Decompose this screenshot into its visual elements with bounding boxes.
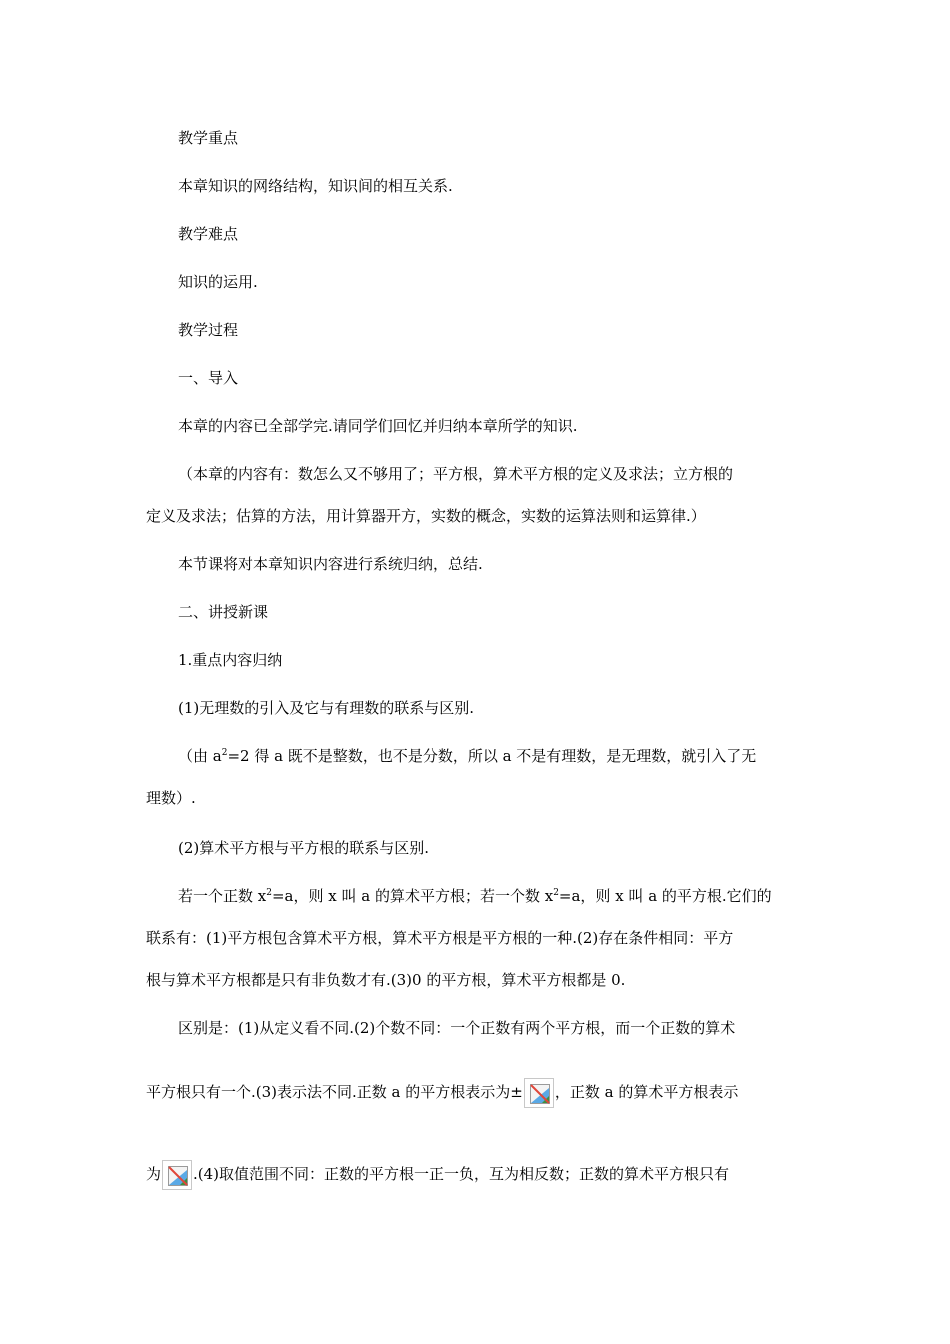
item1-note-line-2: 理数）. bbox=[146, 789, 196, 807]
paragraph-differences-line-2 bbox=[146, 1078, 738, 1108]
heading-teaching-process: 教学过程 bbox=[178, 321, 239, 339]
paragraph-intro-2-line-1: （本章的内容有：数怎么又不够用了；平方根，算术平方根的定义及求法；立方根的 bbox=[178, 465, 734, 483]
text-part: 为 bbox=[146, 1165, 162, 1183]
note-text-part: =2 得 a 既不是整数，也不是分数，所以 a 不是有理数，是无理数，就引入了无 bbox=[227, 747, 757, 765]
text-part: .(4)取值范围不同：正数的平方根一正一负，互为相反数；正数的算术平方根只有 bbox=[193, 1165, 730, 1183]
section-heading-new-lesson: 二、讲授新课 bbox=[178, 603, 269, 621]
subheading-key-summary: 1.重点内容归纳 bbox=[178, 651, 283, 669]
text-part: =a，则 x 叫 a 的算术平方根；若一个数 x bbox=[271, 887, 554, 905]
heading-teaching-key: 教学重点 bbox=[178, 129, 239, 147]
heading-teaching-difficulty: 教学难点 bbox=[178, 225, 239, 243]
text-part: 若一个正数 x bbox=[178, 887, 267, 905]
superscript: 2 bbox=[266, 888, 272, 898]
paragraph-differences-line-1: 区别是：(1)从定义看不同.(2)个数不同：一个正数有两个平方根，而一个正数的算术 bbox=[178, 1019, 736, 1037]
paragraph-differences-line-3 bbox=[146, 1160, 729, 1190]
paragraph-intro-1: 本章的内容已全部学完.请同学们回忆并归纳本章所学的知识. bbox=[178, 417, 578, 435]
item1-note-line-1 bbox=[178, 746, 756, 766]
item-square-roots: (2)算术平方根与平方根的联系与区别. bbox=[178, 839, 430, 857]
item-irrational-numbers: (1)无理数的引入及它与有理数的联系与区别. bbox=[178, 699, 475, 717]
paragraph-definition-line-2: 联系有：(1)平方根包含算术平方根，算术平方根是平方根的一种.(2)存在条件相同：平方 bbox=[146, 929, 734, 947]
superscript: 2 bbox=[553, 888, 559, 898]
text-part: 平方根只有一个.(3)表示法不同.正数 a 的平方根表示为± bbox=[146, 1083, 523, 1101]
paragraph-key-text: 本章知识的网络结构，知识间的相互关系. bbox=[178, 177, 453, 195]
broken-image-icon bbox=[162, 1160, 192, 1190]
section-heading-intro: 一、导入 bbox=[178, 369, 239, 387]
paragraph-intro-3: 本节课将对本章知识内容进行系统归纳，总结. bbox=[178, 555, 483, 573]
text-part: =a，则 x 叫 a 的平方根.它们的 bbox=[558, 887, 772, 905]
text-part: ，正数 a 的算术平方根表示 bbox=[554, 1083, 739, 1101]
superscript: 2 bbox=[221, 748, 228, 758]
note-text-part: （由 a bbox=[178, 747, 222, 765]
paragraph-difficulty-text: 知识的运用. bbox=[178, 273, 258, 291]
paragraph-definition-line-1 bbox=[178, 886, 772, 906]
paragraph-definition-line-3: 根与算术平方根都是只有非负数才有.(3)0 的平方根，算术平方根都是 0. bbox=[146, 971, 626, 989]
broken-image-icon bbox=[524, 1078, 554, 1108]
paragraph-intro-2-line-2: 定义及求法；估算的方法，用计算器开方，实数的概念，实数的运算法则和运算律.） bbox=[146, 507, 706, 525]
